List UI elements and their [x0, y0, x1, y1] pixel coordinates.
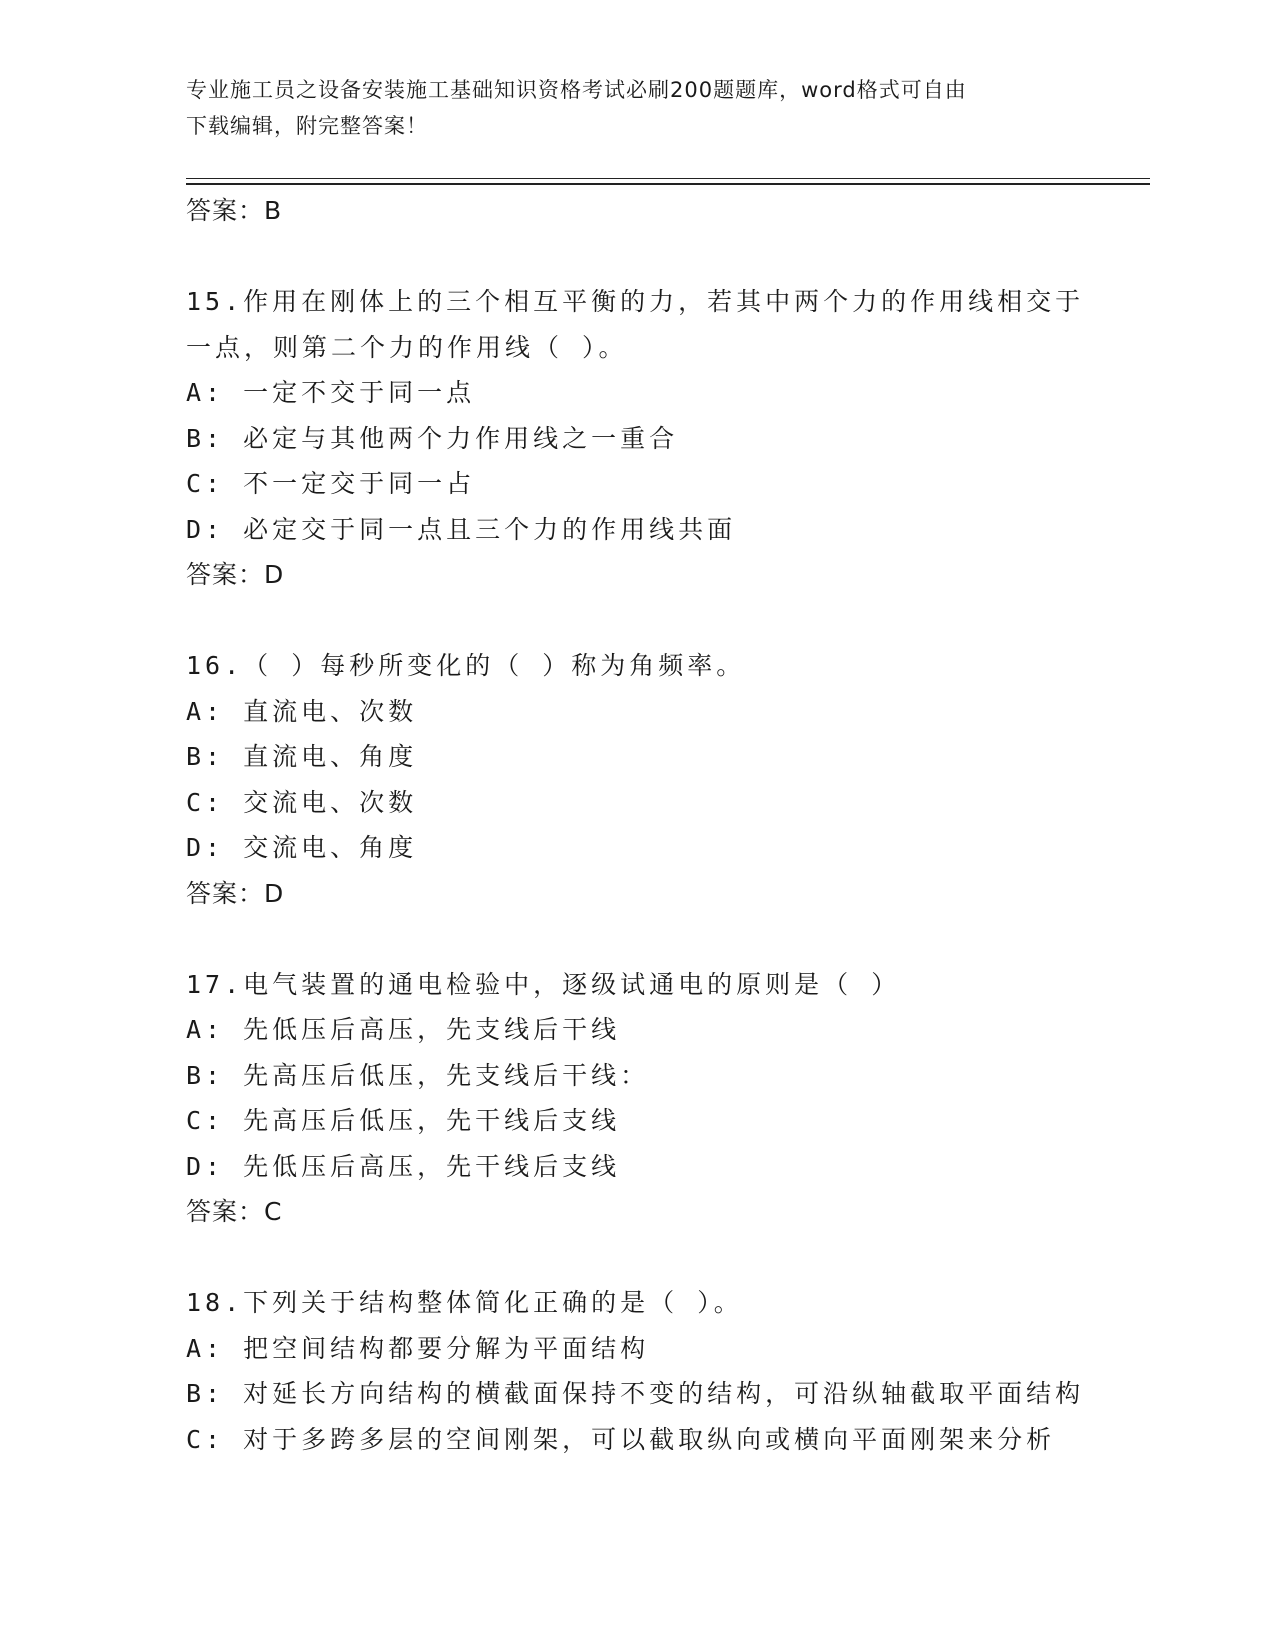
question-list [186, 188, 1086, 1462]
question-18 [186, 1280, 1086, 1462]
question-15 [186, 279, 1086, 598]
question-stem: 16.（ ）每秒所变化的（ ）称为角频率。 [186, 651, 746, 680]
answer-line: 答案：D [186, 560, 285, 589]
question-stem-continued: 一点，则第二个力的作用线（ ）。 [186, 332, 628, 362]
header-divider-thin [186, 178, 1150, 179]
header-line-2: 下载编辑，附完整答案！ [186, 114, 428, 138]
option-d: D: 必定交于同一点且三个力的作用线共面 [186, 514, 737, 544]
question-stem: 15.作用在刚体上的三个相互平衡的力，若其中两个力的作用线相交于 [186, 287, 1085, 316]
option-a: A: 把空间结构都要分解为平面结构 [186, 1333, 650, 1363]
option-c: C: 交流电、次数 [186, 787, 418, 817]
option-a: A: 直流电、次数 [186, 696, 418, 726]
answer-line: 答案：D [186, 878, 285, 908]
option-b: B: 对延长方向结构的横截面保持不变的结构，可沿纵轴截取平面结构 [186, 1379, 1085, 1408]
option-c: C: 先高压后低压，先干线后支线 [186, 1106, 621, 1135]
option-c: C: 对于多跨多层的空间刚架，可以截取纵向或横向平面刚架来分析 [186, 1424, 1056, 1454]
question-stem: 17.电气装置的通电检验中，逐级试通电的原则是（ ） [186, 969, 901, 999]
header-line-1: 专业施工员之设备安装施工基础知识资格考试必刷200题题库，word格式可自由 [186, 78, 967, 102]
option-b: B: 必定与其他两个力作用线之一重合 [186, 423, 679, 453]
option-b: B: 直流电、角度 [186, 742, 418, 771]
option-a: A: 一定不交于同一点 [186, 378, 476, 407]
document-header [186, 72, 1066, 144]
option-c: C: 不一定交于同一占 [186, 469, 476, 498]
option-d: D: 先低压后高压，先干线后支线 [186, 1151, 621, 1181]
header-divider-thick [186, 183, 1150, 185]
option-b: B: 先高压后低压，先支线后干线： [186, 1060, 650, 1090]
question-17 [186, 962, 1086, 1235]
option-a: A: 先低压后高压，先支线后干线 [186, 1015, 621, 1044]
question-stem: 18.下列关于结构整体简化正确的是（ ）。 [186, 1288, 743, 1317]
option-d: D: 交流电、角度 [186, 833, 418, 862]
question-16 [186, 643, 1086, 916]
answer-line: 答案：C [186, 1197, 283, 1226]
answer-line: 答案：B [186, 196, 283, 225]
